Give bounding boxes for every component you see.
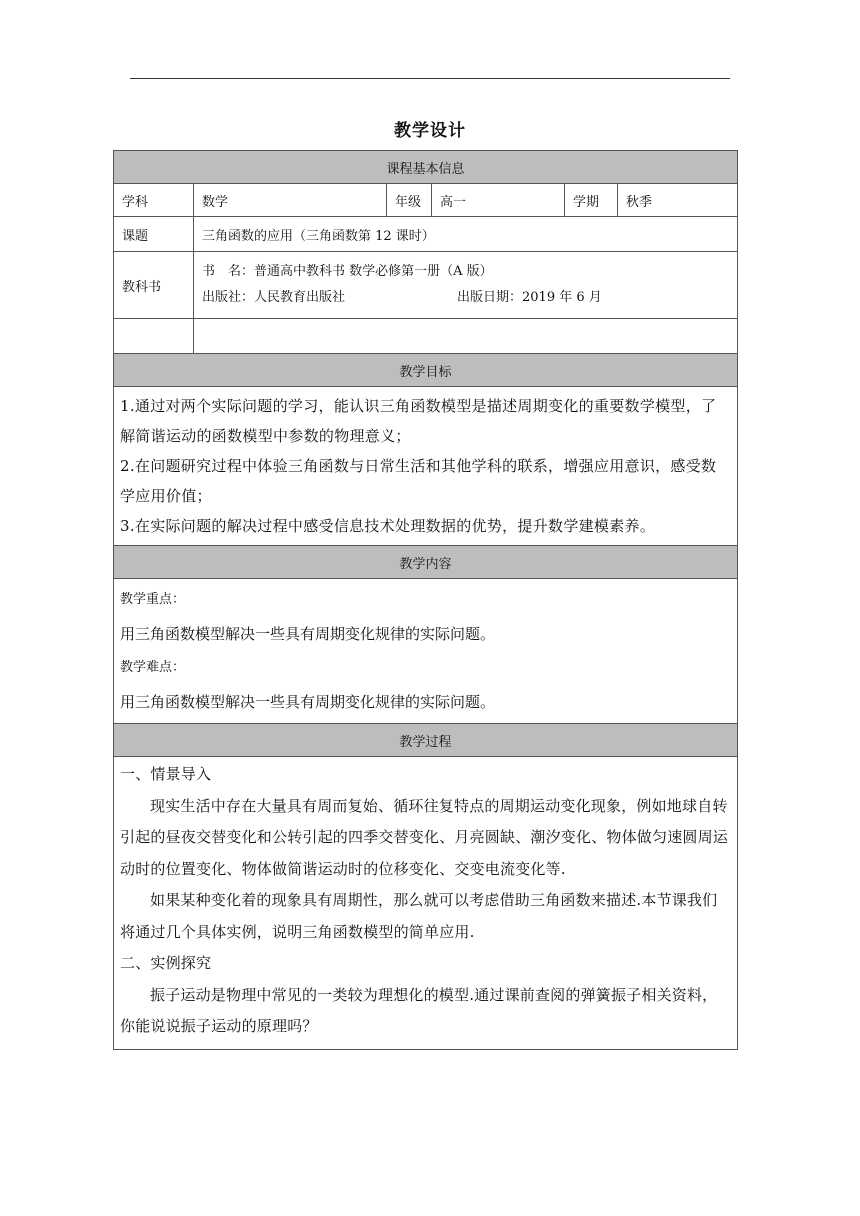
publisher-line	[202, 285, 729, 311]
textbook-info	[194, 252, 738, 319]
term-label: 学期	[565, 184, 618, 217]
objective-item: 3.在实际问题的解决过程中感受信息技术处理数据的优势，提升数学建模素养。	[120, 517, 656, 535]
document-title: 教学设计	[394, 121, 466, 141]
key-point-text: 用三角函数模型解决一些具有周期变化规律的实际问题。	[120, 625, 496, 643]
content-body	[114, 579, 738, 724]
subject-label: 学科	[114, 184, 194, 217]
subject-value: 数学	[194, 184, 387, 217]
term-value: 秋季	[618, 184, 738, 217]
part1-paragraph: 如果某种变化着的现象具有周期性，那么就可以考虑借助三角函数来描述.本节课我们将通过几个具体实例，说明三角函数模型的简单应用.	[120, 891, 718, 941]
header-rule	[130, 78, 730, 79]
lesson-plan-table	[113, 150, 738, 1050]
part2-heading: 二、实例探究	[120, 954, 212, 972]
grade-label: 年级	[387, 184, 432, 217]
part1-heading: 一、情景导入	[120, 765, 212, 783]
part2-paragraph: 振子运动是物理中常见的一类较为理想化的模型.通过课前查阅的弹簧振子相关资料，你能说说振子运动的原理吗？	[120, 985, 718, 1035]
key-point-label: 教学重点：	[120, 592, 186, 607]
difficult-point-label: 教学难点：	[120, 660, 186, 675]
textbook-label: 教科书	[114, 252, 194, 319]
process-body	[114, 757, 738, 1050]
objectives-header: 教学目标	[114, 354, 738, 387]
topic-label: 课题	[114, 217, 194, 252]
objective-item: 1.通过对两个实际问题的学习，能认识三角函数模型是描述周期变化的重要数学模型，了解简谐运动的函数模型中参数的物理意义；	[120, 397, 717, 445]
empty-cell-left	[114, 319, 194, 354]
objective-item: 2.在问题研究过程中体验三角函数与日常生活和其他学科的联系，增强应用意识，感受数学应用价值；	[120, 457, 717, 505]
book-name: 书 名：普通高中教科书 数学必修第一册（A 版）	[202, 264, 493, 279]
publisher: 出版社：人民教育出版社	[202, 290, 346, 305]
difficult-point-text: 用三角函数模型解决一些具有周期变化规律的实际问题。	[120, 693, 496, 711]
topic-value: 三角函数的应用（三角函数第 12 课时）	[194, 217, 738, 252]
content-header: 教学内容	[114, 546, 738, 579]
grade-value: 高一	[432, 184, 565, 217]
empty-cell-right	[194, 319, 738, 354]
objectives-content	[114, 387, 738, 546]
process-header: 教学过程	[114, 724, 738, 757]
basic-info-header: 课程基本信息	[114, 151, 738, 184]
publication-date: 出版日期：2019 年 6 月	[457, 290, 602, 305]
part1-paragraph: 现实生活中存在大量具有周而复始、循环往复特点的周期运动变化现象，例如地球自转引起的昼夜交替变化和公转引起的四季交替变化、月亮圆缺、潮汐变化、物体做匀速圆周运动时的位置变化、物体做简谐运动时的位移变化、交变电流变化等.	[120, 796, 729, 878]
